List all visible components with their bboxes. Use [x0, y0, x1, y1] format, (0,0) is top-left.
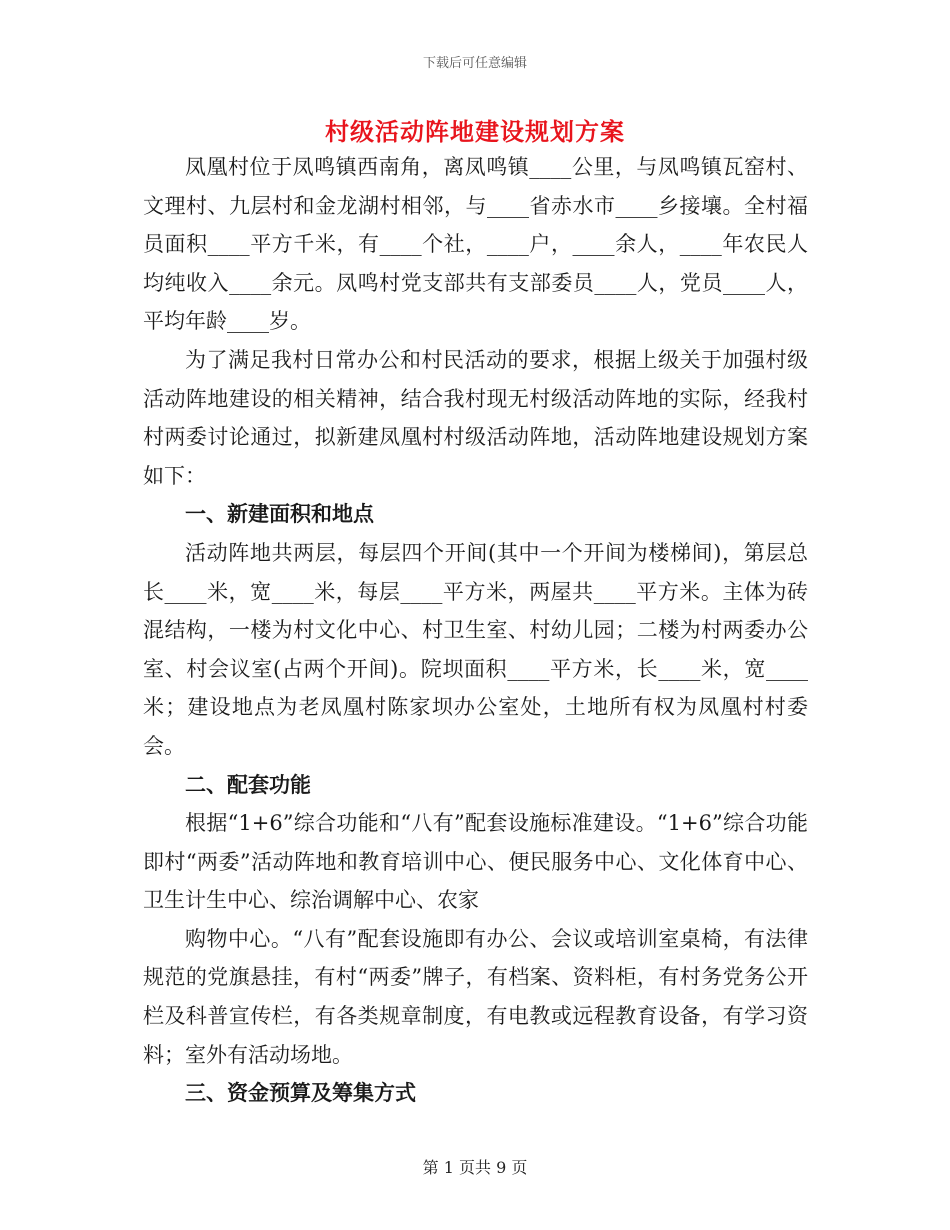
paragraph-facilities: 购物中心。“八有”配套设施即有办公、会议或培训室桌椅，有法律规范的党旗悬挂，有村“两委”牌子，有档案、资料柜，有村务党务公开栏及科普宣传栏，有各类规章制度，有电教或远程教育设备，有学习资料；室外有活动场地。 [143, 926, 808, 1067]
document-body [143, 148, 808, 1113]
page-footer: 第 1 页共 9 页 [422, 1158, 528, 1177]
paragraph-purpose: 为了满足我村日常办公和村民活动的要求，根据上级关于加强村级活动阵地建设的相关精神，结合我村现无村级活动阵地的实际，经我村村两委讨论通过，拟新建凤凰村村级活动阵地，活动阵地建设规划方案如下： [143, 347, 808, 488]
page-header: 下载后可任意编辑 [422, 56, 527, 71]
paragraph-functions: 根据“1+6”综合功能和“八有”配套设施标准建设。“1+6”综合功能即村“两委”活动阵地和教育培训中心、便民服务中心、文化体育中心、卫生计生中心、综治调解中心、农家 [143, 811, 808, 913]
section-heading-2: 二、配套功能 [185, 771, 311, 797]
document-title: 村级活动阵地建设规划方案 [325, 117, 625, 146]
section-heading-1: 一、新建面积和地点 [185, 501, 374, 527]
section-heading-3: 三、资金预算及筹集方式 [185, 1080, 416, 1106]
paragraph-area-location: 活动阵地共两层，每层四个开间(其中一个开间为楼梯间)，第层总长____米，宽____米，每层____平方米，两屋共____平方米。主体为砖混结构，一楼为村文化中心、村卫生室、村幼儿园；二楼为村两委办公室、村会议室(占两个开间)。院坝面积____平方米，长____米，宽____米；建设地点为老凤凰村陈家坝办公室处，土地所有权为凤凰村村委会。 [143, 540, 808, 758]
paragraph-intro: 凤凰村位于凤鸣镇西南角，离凤鸣镇____公里，与凤鸣镇瓦窑村、文理村、九层村和金龙湖村相邻，与____省赤水市____乡接壤。全村福员面积____平方千米，有____个社，____户，____余人，____年农民人均纯收入____余元。凤鸣村党支部共有支部委员____人，党员____人，平均年龄____岁。 [143, 155, 808, 334]
